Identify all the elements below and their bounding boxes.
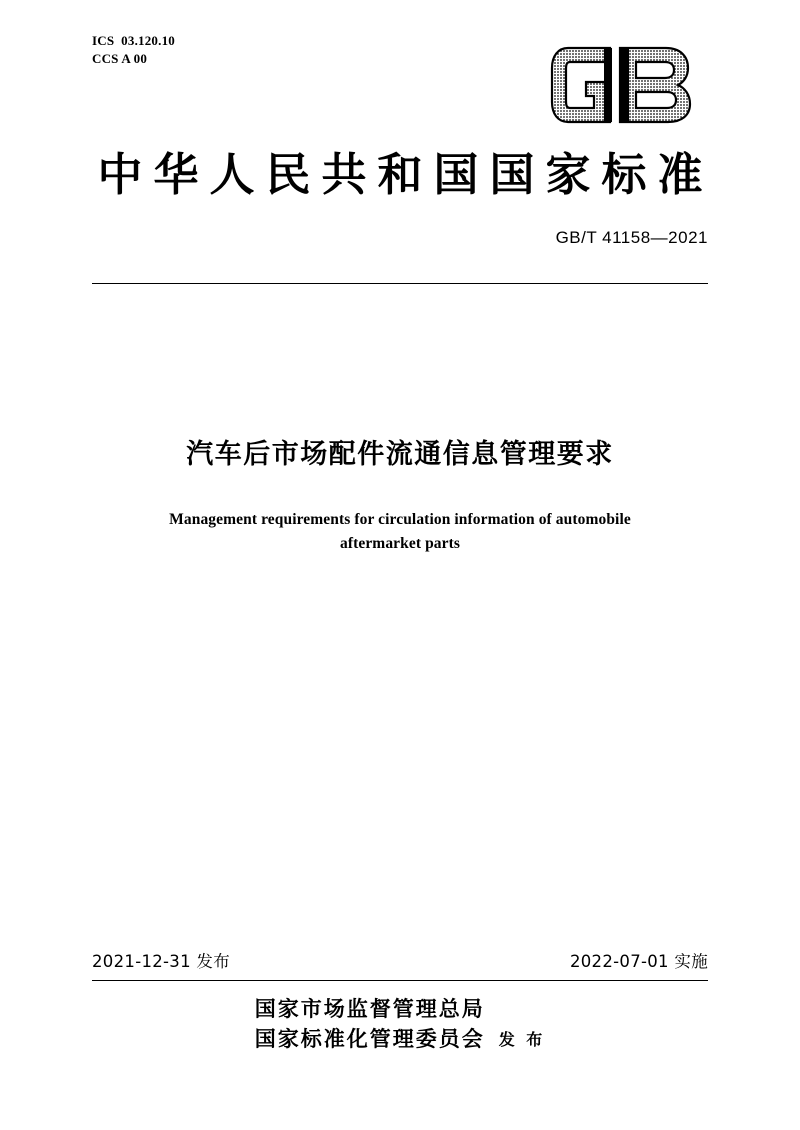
document-title-chinese: 汽车后市场配件流通信息管理要求 bbox=[186, 439, 614, 470]
implementation-date: 2022-07-01 实施 bbox=[569, 952, 708, 971]
standard-number: GB/T 41158—2021 bbox=[555, 228, 708, 247]
ics-ccs-block bbox=[92, 32, 175, 67]
document-title-english bbox=[140, 508, 660, 556]
ics-code: ICS 03.120.10 bbox=[92, 33, 175, 48]
document-title-english-line1: Management requirements for circulation information of automobile bbox=[169, 511, 631, 528]
issuer-names bbox=[255, 994, 485, 1055]
issue-date: 2021-12-31 发布 bbox=[92, 952, 231, 971]
header-divider bbox=[92, 283, 708, 284]
issuer-line-2: 国家标准化管理委员会 bbox=[254, 1026, 485, 1052]
publish-label: 发 布 bbox=[498, 1029, 546, 1049]
issuer-block bbox=[0, 994, 800, 1055]
issuer-line-1: 国家市场监督管理总局 bbox=[254, 996, 485, 1021]
document-title-english-line2: aftermarket parts bbox=[339, 535, 461, 553]
footer-divider bbox=[92, 980, 708, 981]
dates-row bbox=[92, 948, 708, 972]
ccs-code: CCS A 00 bbox=[92, 50, 148, 66]
national-standard-title: 中华人民共和国国家标准 bbox=[97, 148, 714, 201]
gb-logo-icon bbox=[548, 38, 708, 128]
